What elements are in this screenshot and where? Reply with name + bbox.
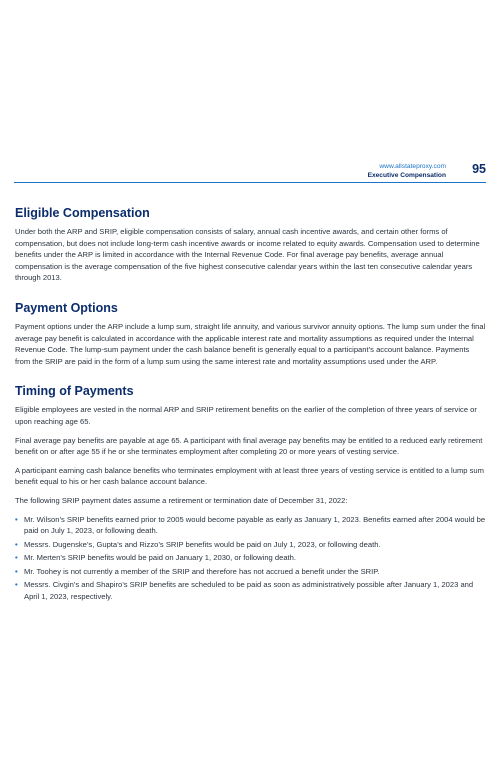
page-header <box>14 160 486 183</box>
section-timing-of-payments <box>15 384 486 602</box>
list-item <box>15 552 486 564</box>
paragraph: The following SRIP payment dates assume a retirement or termination date of December 31, 2022: <box>15 495 348 505</box>
payment-dates-list <box>15 514 486 603</box>
list-item <box>15 539 486 551</box>
list-item-text: Mr. Merten’s SRIP benefits would be paid on January 1, 2030, or following death. <box>24 553 296 563</box>
section-heading: Eligible Compensation <box>15 206 150 220</box>
list-item-text: Mr. Toohey is not currently a member of the SRIP and therefore has not accrued a benefit under the SRIP. <box>24 566 380 576</box>
header-url-link[interactable]: www.allstateproxy.com <box>379 163 446 170</box>
list-item <box>15 514 486 537</box>
section-payment-options <box>15 301 486 367</box>
header-text <box>368 162 446 180</box>
section-heading: Payment Options <box>15 300 118 315</box>
list-item-text: Messrs. Civgin’s and Shapiro’s SRIP benefits are scheduled to be paid as soon as administratively possible after January 1, 2023 and April 1, 2023, respectively. <box>24 580 474 602</box>
bullet-icon: • <box>15 553 18 563</box>
paragraph: A participant earning cash balance benefits who terminates employment with at least three years of vesting service is entitled to a lump sum benefit equal to his or her cash balance account balance. <box>15 465 484 487</box>
bullet-icon: • <box>15 539 18 549</box>
list-item <box>15 566 486 578</box>
header-section-title: Executive Compensation <box>367 172 446 179</box>
bullet-icon: • <box>15 514 18 524</box>
paragraph: Under both the ARP and SRIP, eligible compensation consists of salary, annual cash incentive awards, and certain other forms of compensation, but does not include long-term cash incentive awards or income related to equity awards. Compensation used to determine benefits under the ARP is limited in accordance with the Internal Revenue Code. For final average pay benefits, average annual compensation is the average compensation of the five highest consecutive calendar years within the last ten consecutive calendar years through 2013. <box>15 227 480 283</box>
bullet-icon: • <box>15 566 18 576</box>
list-item-text: Mr. Wilson’s SRIP benefits earned prior to 2005 would become payable as early as January 1, 2023. Benefits earned after 2004 would be paid on July 1, 2023, or following death. <box>24 514 486 536</box>
paragraph: Final average pay benefits are payable at age 65. A participant with final average pay benefits may be entitled to a reduced early retirement benefit on or after age 55 if he or she terminates employment after completing 20 or more years of vesting service. <box>15 435 483 457</box>
list-item-text: Messrs. Dugenske’s, Gupta’s and Rizzo’s SRIP benefits would be paid on July 1, 2023, or following death. <box>24 539 381 549</box>
bullet-icon: • <box>15 580 18 590</box>
section-eligible-compensation <box>15 206 486 284</box>
paragraph: Payment options under the ARP include a lump sum, straight life annuity, and various survivor annuity options. The lump sum under the final average pay benefit is calculated in accordance with the applicable interest rate and mortality assumptions as required under the Internal Revenue Code. The lump-sum payment under the cash balance benefit is generally equal to a participant’s account balance. Payments from the SRIP are paid in the form of a lump sum using the same interest rate and mortality assumptions used under the ARP. <box>15 321 486 366</box>
section-heading: Timing of Payments <box>15 384 134 399</box>
paragraph: Eligible employees are vested in the normal ARP and SRIP retirement benefits on the earlier of the completion of three years of service or upon reaching age 65. <box>15 405 477 426</box>
page-content <box>15 206 486 620</box>
list-item <box>15 579 486 602</box>
page-number: 95 <box>472 162 486 176</box>
